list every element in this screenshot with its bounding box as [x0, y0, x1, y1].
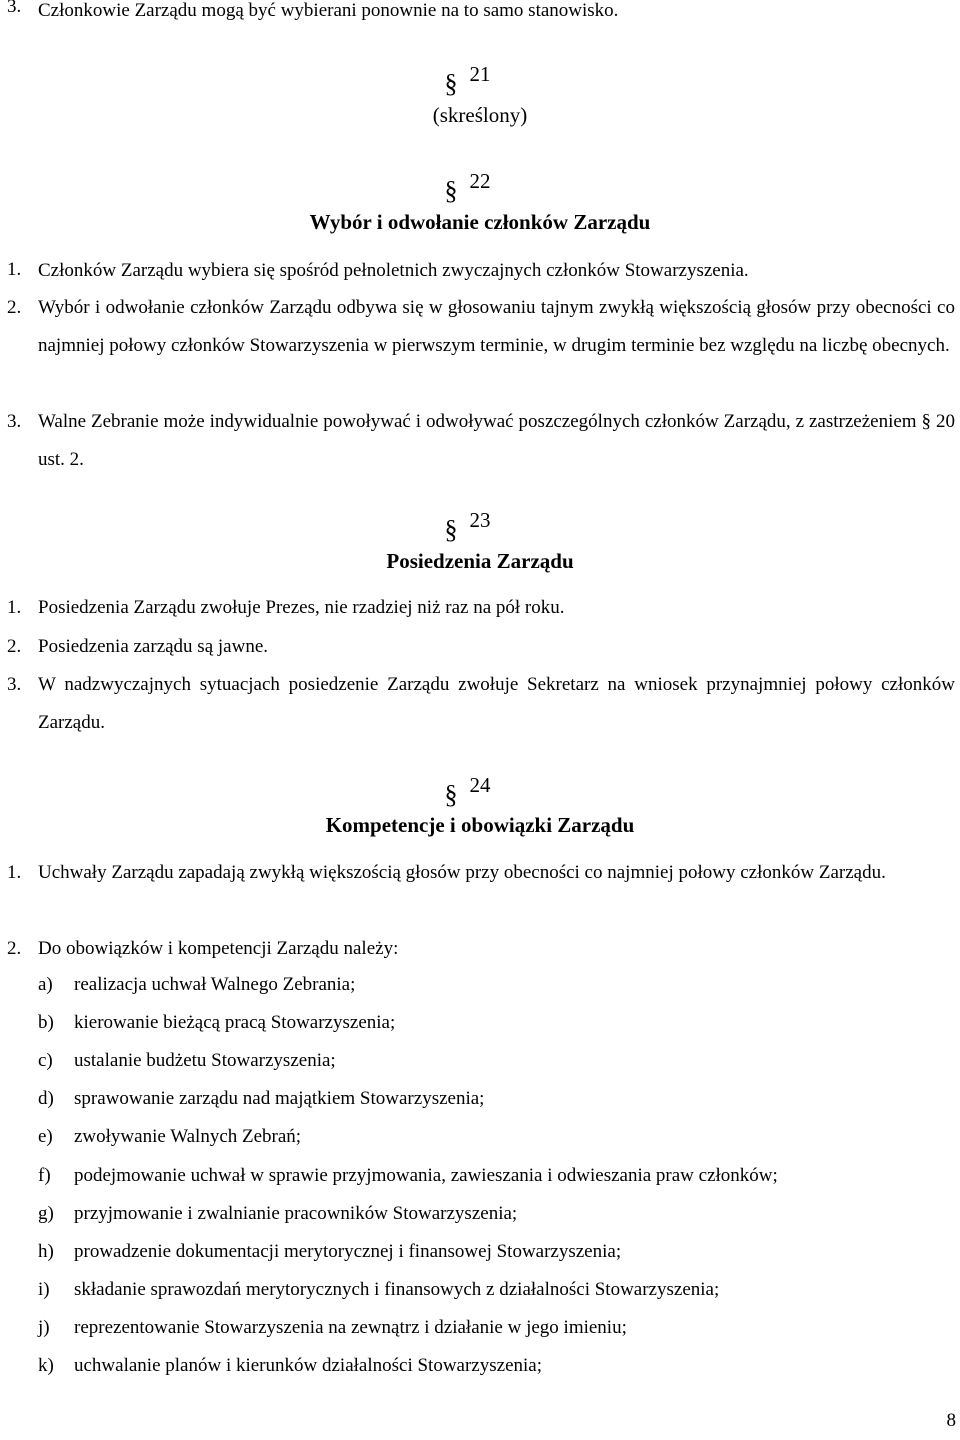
- section-number: 22: [469, 169, 491, 193]
- section-heading: [0, 773, 960, 809]
- section-number: 24: [469, 773, 491, 797]
- duty-item: [38, 1309, 938, 1347]
- item-number: 1.: [7, 862, 22, 883]
- section-heading: [0, 169, 960, 205]
- duty-text: kierowanie bieżącą pracą Stowarzyszenia;: [74, 1012, 396, 1034]
- section-heading: [0, 62, 960, 98]
- section-title: (skreślony): [432, 103, 528, 127]
- duty-item: [38, 1157, 938, 1195]
- duty-item: [38, 1080, 938, 1118]
- item-text: Uchwały Zarządu zapadają zwykłą większością głosów przy obecności co najmniej połowy członków Zarządu.: [38, 862, 886, 883]
- duty-text: sprawowanie zarządu nad majątkiem Stowarzyszenia;: [74, 1088, 485, 1110]
- duty-item: [38, 1118, 938, 1156]
- item-number: 1.: [7, 597, 22, 618]
- duty-label: e): [38, 1126, 53, 1148]
- item-text: Walne Zebranie może indywidualnie powoływać i odwoływać poszczególnych członków Zarządu, z zastrzeżeniem § 20 ust. 2.: [38, 411, 955, 470]
- section-title: Wybór i odwołanie członków Zarządu: [309, 210, 651, 234]
- duty-text: składanie sprawozdań merytorycznych i finansowych z działalności Stowarzyszenia;: [74, 1278, 720, 1300]
- duty-item: [38, 1042, 938, 1080]
- list-item: [7, 854, 955, 892]
- list-item: [7, 403, 955, 479]
- list-item: [7, 0, 955, 26]
- duty-text: reprezentowanie Stowarzyszenia na zewnątrz i działanie w jego imieniu;: [74, 1316, 627, 1338]
- duty-text: ustalanie budżetu Stowarzyszenia;: [74, 1050, 336, 1072]
- item-number: 2.: [7, 636, 22, 657]
- duty-item: [38, 966, 938, 1004]
- list-item: [7, 252, 955, 290]
- duty-text: przyjmowanie i zwalnianie pracowników Stowarzyszenia;: [74, 1202, 518, 1224]
- duty-item: [38, 1347, 938, 1385]
- section-title: Posiedzenia Zarządu: [386, 549, 574, 573]
- item-text: Członkowie Zarządu mogą być wybierani ponownie na to samo stanowisko.: [38, 0, 619, 21]
- item-text: Członków Zarządu wybiera się spośród pełnoletnich zwyczajnych członków Stowarzyszenia.: [38, 260, 749, 281]
- section-sign-icon: §: [444, 515, 458, 544]
- duty-label: g): [38, 1202, 54, 1224]
- list-item: [7, 589, 955, 627]
- section-sign-icon: §: [444, 176, 458, 205]
- list-item: [7, 289, 955, 365]
- duty-label: d): [38, 1088, 54, 1110]
- item-number: 3.: [7, 0, 22, 17]
- list-item: [7, 628, 955, 666]
- duty-label: f): [38, 1164, 51, 1186]
- duty-item: [38, 1233, 938, 1271]
- section-number: 21: [469, 62, 491, 86]
- duty-item: [38, 1004, 938, 1042]
- section-number: 23: [469, 508, 491, 532]
- duty-item: [38, 1195, 938, 1233]
- duty-text: zwoływanie Walnych Zebrań;: [74, 1126, 302, 1148]
- duty-text: podejmowanie uchwał w sprawie przyjmowania, zawieszania i odwieszania praw członków;: [74, 1164, 778, 1186]
- list-item: [7, 930, 955, 968]
- duty-label: b): [38, 1012, 54, 1034]
- duty-text: uchwalanie planów i kierunków działalności Stowarzyszenia;: [74, 1355, 542, 1376]
- duty-label: c): [38, 1050, 53, 1072]
- duty-label: j): [38, 1316, 50, 1338]
- item-text: W nadzwyczajnych sytuacjach posiedzenie Zarządu zwołuje Sekretarz na wniosek przynajmniej połowy członków Zarządu.: [38, 674, 955, 733]
- duty-label: k): [38, 1355, 54, 1376]
- section-title: Kompetencje i obowiązki Zarządu: [325, 813, 635, 837]
- item-number: 2.: [7, 938, 22, 959]
- item-text: Posiedzenia zarządu są jawne.: [38, 636, 269, 657]
- duty-text: prowadzenie dokumentacji merytorycznej i finansowej Stowarzyszenia;: [74, 1240, 622, 1262]
- item-number: 1.: [7, 259, 22, 280]
- duty-label: i): [38, 1278, 50, 1300]
- duty-label: a): [38, 974, 53, 995]
- item-text: Do obowiązków i kompetencji Zarządu należy:: [38, 938, 399, 959]
- section-heading: [0, 508, 960, 544]
- section-sign-icon: §: [444, 69, 458, 98]
- section-sign-icon: §: [444, 780, 458, 809]
- item-number: 3.: [7, 411, 22, 432]
- duty-text: realizacja uchwał Walnego Zebrania;: [74, 974, 356, 995]
- list-item: [7, 666, 955, 742]
- item-number: 3.: [7, 674, 22, 695]
- page-number: 8: [946, 1410, 956, 1431]
- item-text: Posiedzenia Zarządu zwołuje Prezes, nie rzadziej niż raz na pół roku.: [38, 597, 565, 618]
- duty-item: [38, 1271, 938, 1309]
- item-number: 2.: [7, 297, 22, 318]
- item-text: Wybór i odwołanie członków Zarządu odbywa się w głosowaniu tajnym zwykłą większością głosów przy obecności co najmniej połowy członków Stowarzyszenia w pierwszym terminie, w drugim terminie bez względu na liczbę obecnych.: [38, 297, 955, 356]
- duty-label: h): [38, 1240, 54, 1262]
